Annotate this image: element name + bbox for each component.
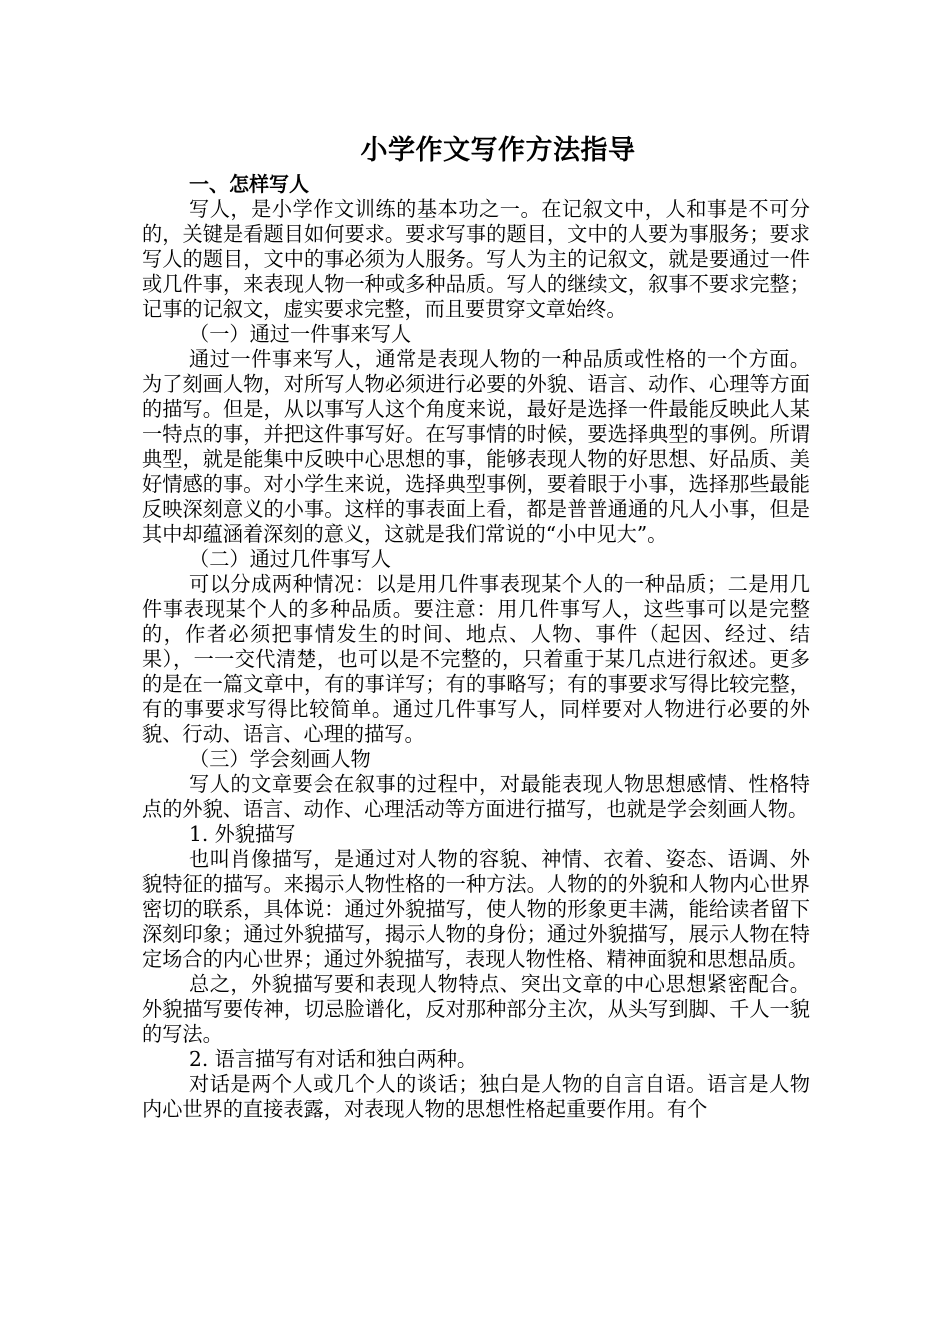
- language-paragraph: 对话是两个人或几个人的谈话；独白是人物的自言自语。语言是人物内心世界的直接表露，对表现人物的思想性格起重要作用。有个: [142, 1072, 810, 1121]
- appearance-paragraph-2: 总之，外貌描写要和表现人物特点、突出文章的中心思想紧密配合。外貌描写要传神，切忌脸谱化，反对那种部分主次，从头写到脚、千人一貌的写法。: [142, 972, 810, 1046]
- document-content: [142, 132, 810, 1122]
- intro-paragraph: 写人，是小学作文训练的基本功之一。在记叙文中，人和事是不可分的，关键是看题目如何要求。要求写事的题目，文中的人要为事服务；要求写人的题目，文中的事必须为人服务。写人为主的记叙文，就是要通过一件或几件事，来表现人物一种或多种品质。写人的继续文，叙事不要求完整；记事的记叙文，虚实要求完整，而且要贯穿文章始终。: [142, 197, 810, 321]
- item-heading-language: 2. 语言描写有对话和独白两种。: [189, 1047, 478, 1071]
- subsection-heading-portray-characters: （三）学会刻画人物: [189, 747, 371, 771]
- document-title: 小学作文写作方法指导: [360, 135, 636, 166]
- appearance-paragraph-1: 也叫肖像描写，是通过对人物的容貌、神情、衣着、姿态、语调、外貌特征的描写。来揭示人物性格的一种方法。人物的的外貌和人物内心世界密切的联系，具体说：通过外貌描写，使人物的形象更丰满，能给读者留下深刻印象；通过外貌描写，揭示人物的身份；通过外貌描写，展示人物在特定场合的内心世界；通过外貌描写，表现人物性格、精神面貌和思想品质。: [142, 847, 810, 971]
- subsection-heading-one-event: （一）通过一件事来写人: [189, 322, 412, 346]
- subsection-one-event-paragraph: 通过一件事来写人，通常是表现人物的一种品质或性格的一个方面。为了刻画人物，对所写人物必须进行必要的外貌、语言、动作、心理等方面的描写。但是，从以事写人这个角度来说，最好是选择一件最能反映此人某一特点的事，并把这件事写好。在写事情的时候，要选择典型的事例。所谓典型，就是能集中反映中心思想的事，能够表现人物的好思想、好品质、美好情感的事。对小学生来说，选择典型事例，要着眼于小事，选择那些最能反映深刻意义的小事。这样的事表面上看，都是普普通通的凡人小事，但是其中却蕴涵着深刻的意义，这就是我们常说的“小中见大”。: [142, 347, 810, 546]
- subsection-several-events-paragraph: 可以分成两种情况：以是用几件事表现某个人的一种品质；二是用几件事表现某个人的多种品质。要注意：用几件事写人，这些事可以是完整的，作者必须把事情发生的时间、地点、人物、事件（起因、经过、结果），一一交代清楚，也可以是不完整的，只着重于某几点进行叙述。更多的是在一篇文章中，有的事详写；有的事略写；有的事要求写得比较完整，有的事要求写得比较简单。通过几件事写人，同样要对人物进行必要的外貌、行动、语言、心理的描写。: [142, 572, 810, 746]
- subsection-portray-characters-paragraph: 写人的文章要会在叙事的过程中，对最能表现人物思想感情、性格特点的外貌、语言、动作、心理活动等方面进行描写，也就是学会刻画人物。: [142, 772, 810, 821]
- section-heading-how-to-write-people: 一、怎样写人: [189, 172, 309, 196]
- item-heading-appearance: 1. 外貌描写: [189, 822, 296, 846]
- subsection-heading-several-events: （二）通过几件事写人: [189, 547, 391, 571]
